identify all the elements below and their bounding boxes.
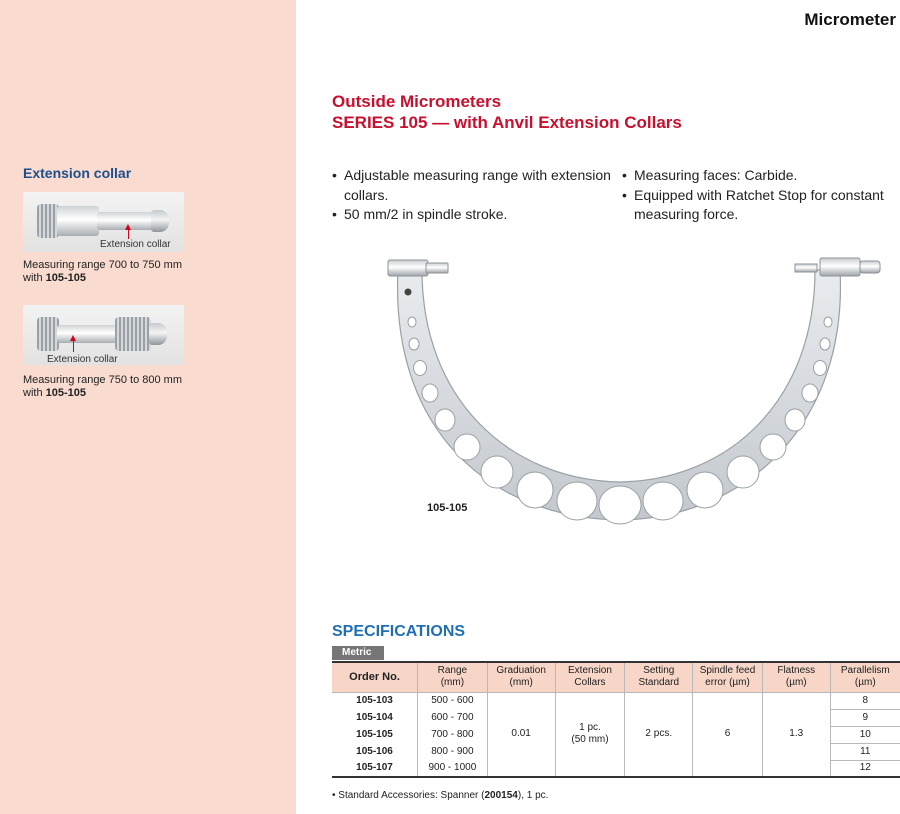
collar-body (57, 206, 99, 236)
col-header-line: (mm) (509, 677, 533, 689)
feature-list-left (332, 166, 624, 225)
collar-caption-range: Measuring range 700 to 750 mm (23, 259, 182, 271)
collar-tip (151, 210, 169, 232)
collar-caption-with: with (23, 272, 46, 284)
metric-tab: Metric (332, 646, 384, 660)
spindle-rod (57, 325, 117, 343)
knurled-thimble (37, 317, 59, 351)
cell-order-no: 105-105 (332, 726, 418, 743)
col-header-line: Collars (574, 677, 606, 689)
specifications-table (332, 661, 900, 778)
collar-arrow-icon (73, 340, 74, 352)
col-header-line: (µm) (785, 677, 807, 689)
col-header-line: Flatness (777, 665, 816, 677)
col-graduation (487, 662, 555, 692)
cell-line: (50 mm) (571, 734, 609, 746)
clamp-screw (405, 289, 412, 296)
micrometer-illustration (370, 250, 900, 540)
cell-graduation: 0.01 (487, 692, 555, 777)
cell-flatness: 1.3 (762, 692, 830, 777)
collar-caption-model: 105-105 (45, 387, 86, 399)
col-header-line: Standard (638, 677, 680, 689)
cell-range: 700 - 800 (418, 726, 488, 743)
figure-model-label: 105-105 (427, 502, 468, 514)
collar-caption-model-line (23, 272, 182, 285)
cell-extension-collars (555, 692, 625, 777)
collar-caption-model: 105-105 (45, 272, 86, 284)
collar-image-label: Extension collar (100, 239, 171, 250)
extension-collar-image-1 (23, 192, 184, 252)
footnote-code: 200154 (484, 790, 518, 801)
cell-parallelism: 9 (830, 709, 900, 726)
collar-arrow-icon (128, 229, 129, 239)
feature-list-right (622, 166, 894, 225)
col-range (418, 662, 488, 692)
standard-accessories-note (332, 790, 548, 801)
spindle (795, 264, 817, 272)
collar-image-label: Extension collar (47, 354, 118, 365)
collar-caption-2 (23, 374, 182, 400)
col-header-line: Range (437, 665, 468, 677)
sidebar-title: Extension collar (23, 165, 132, 181)
cell-range: 500 - 600 (418, 692, 488, 709)
col-header-line: Graduation (496, 665, 546, 677)
col-flatness (762, 662, 830, 692)
product-title (332, 91, 682, 133)
cell-order-no: 105-106 (332, 743, 418, 760)
ratchet-stop (860, 261, 880, 273)
cell-spindle-feed-error: 6 (693, 692, 763, 777)
micrometer-frame (398, 270, 841, 520)
cell-order-no: 105-104 (332, 709, 418, 726)
collar-tip (149, 323, 167, 345)
table-header-row (332, 662, 900, 692)
cell-line: 1 pc. (579, 722, 601, 734)
cell-order-no: 105-107 (332, 760, 418, 777)
extension-collar-image-2 (23, 305, 184, 365)
cell-range: 800 - 900 (418, 743, 488, 760)
col-header-line: Spindle feed (699, 665, 756, 677)
footnote-prefix: • Standard Accessories: Spanner ( (332, 790, 485, 801)
col-header-line: error (µm) (705, 677, 750, 689)
cell-order-no: 105-103 (332, 692, 418, 709)
product-title-line1: Outside Micrometers (332, 92, 502, 111)
col-parallelism (830, 662, 900, 692)
col-extension-collars (555, 662, 625, 692)
cell-parallelism: 12 (830, 760, 900, 777)
anvil-collar (426, 263, 448, 273)
feature-item: • Adjustable measuring range with extension collars. (332, 166, 624, 205)
feature-item: • Equipped with Ratchet Stop for constant measuring force. (622, 186, 894, 225)
collar-caption-model-line (23, 387, 182, 400)
page-title: Micrometer (804, 10, 896, 29)
product-title-line2: SERIES 105 — with Anvil Extension Collars (332, 113, 682, 132)
table-row (332, 692, 900, 709)
col-header-line: (µm) (854, 677, 876, 689)
col-header-line: Setting (643, 665, 675, 677)
cell-parallelism: 11 (830, 743, 900, 760)
feature-item: • Measuring faces: Carbide. (622, 166, 894, 186)
cell-range: 900 - 1000 (418, 760, 488, 777)
collar-caption-1 (23, 259, 182, 285)
col-setting-standard (625, 662, 693, 692)
cell-parallelism: 10 (830, 726, 900, 743)
col-spindle-feed-error (693, 662, 763, 692)
collar-caption-with: with (23, 387, 46, 399)
cell-range: 600 - 700 (418, 709, 488, 726)
cell-parallelism: 8 (830, 692, 900, 709)
anvil (388, 260, 428, 276)
cell-setting-standard: 2 pcs. (625, 692, 693, 777)
sidebar (0, 0, 296, 814)
collar-caption-range: Measuring range 750 to 800 mm (23, 374, 182, 386)
col-order-no: Order No. (332, 662, 418, 692)
collar-knurl (115, 317, 151, 351)
col-header-line: (mm) (440, 677, 465, 689)
specifications-title: SPECIFICATIONS (332, 623, 466, 640)
feature-item: • 50 mm/2 in spindle stroke. (332, 205, 624, 225)
footnote-suffix: ), 1 pc. (517, 790, 549, 801)
knurled-thimble (37, 204, 59, 238)
sleeve (820, 258, 860, 276)
col-header-line: Parallelism (840, 665, 890, 677)
col-header-line: Extension (568, 665, 612, 677)
